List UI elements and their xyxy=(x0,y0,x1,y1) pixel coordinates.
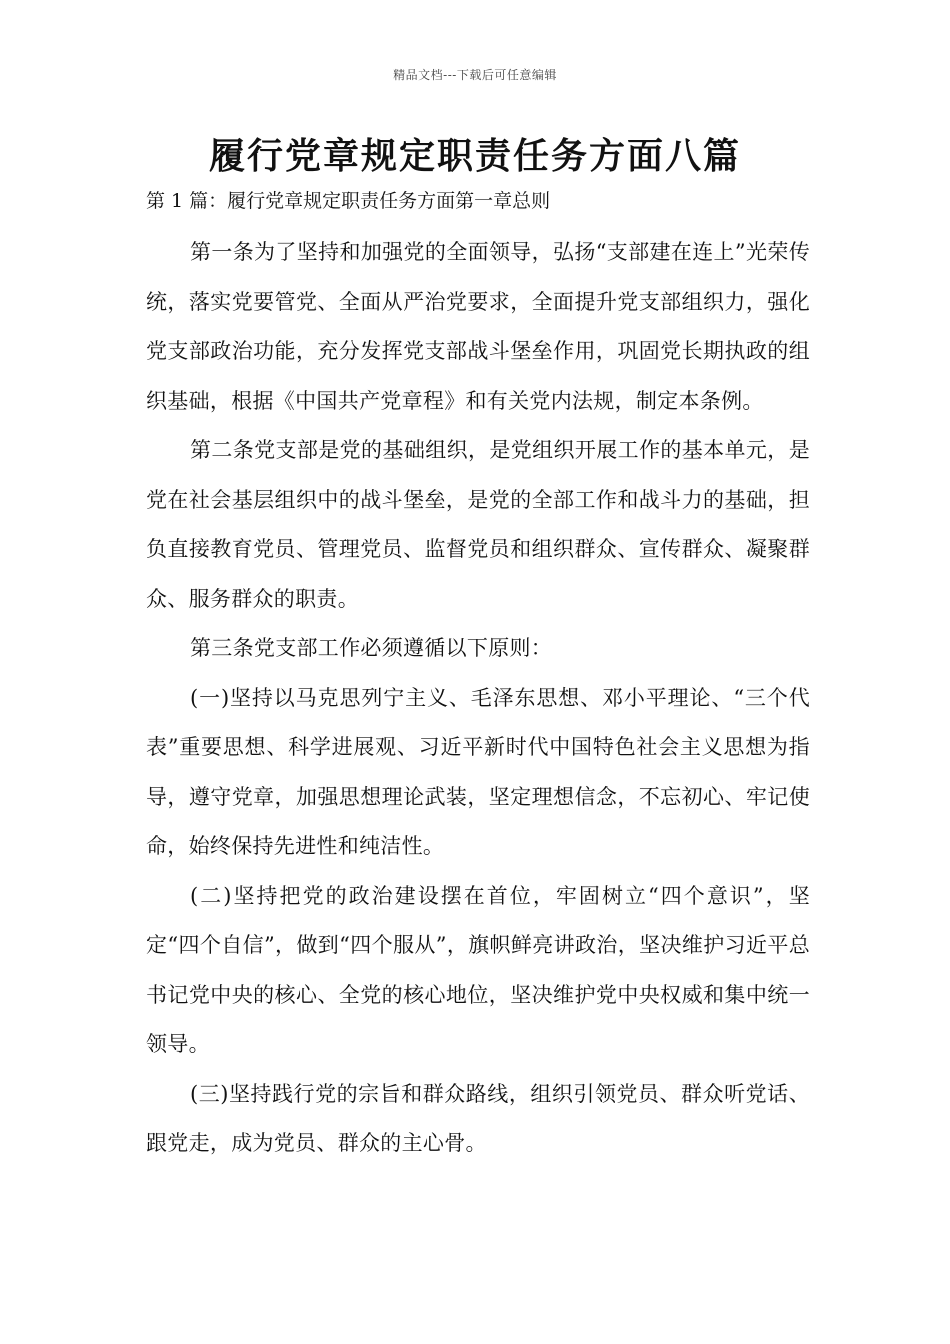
document-body xyxy=(146,228,810,1169)
document-title: 履行党章规定职责任务方面八篇 xyxy=(208,136,741,177)
paragraph-principle-3: (三)坚持践行党的宗旨和群众路线，组织引领党员、群众听党话、跟党走，成为党员、群众的主心骨。 xyxy=(146,1081,810,1155)
paragraph-article-3: 第三条党支部工作必须遵循以下原则： xyxy=(190,636,553,660)
paragraph-principle-1: (一)坚持以马克思列宁主义、毛泽东思想、邓小平理论、“三个代表”重要思想、科学进展观、习近平新时代中国特色社会主义思想为指导，遵守党章，加强思想理论武装，坚定理想信念，不忘初心、牢记使命，始终保持先进性和纯洁性。 xyxy=(146,685,810,858)
paragraph-article-2: 第二条党支部是党的基础组织，是党组织开展工作的基本单元，是党在社会基层组织中的战斗堡垒，是党的全部工作和战斗力的基础，担负直接教育党员、管理党员、监督党员和组织群众、宣传群众、凝聚群众、服务群众的职责。 xyxy=(146,438,810,611)
section-heading: 第 1 篇：履行党章规定职责任务方面第一章总则 xyxy=(146,190,551,212)
paragraph-article-1: 第一条为了坚持和加强党的全面领导，弘扬“支部建在连上”光荣传统，落实党要管党、全面从严治党要求，全面提升党支部组织力，强化党支部政治功能，充分发挥党支部战斗堡垒作用，巩固党长期执政的组织基础，根据《中国共产党章程》和有关党内法规，制定本条例。 xyxy=(146,240,810,413)
header-note: 精品文档---下载后可任意编辑 xyxy=(393,68,557,82)
paragraph-principle-2: (二)坚持把党的政治建设摆在首位，牢固树立“四个意识”，坚定“四个自信”，做到“四个服从”，旗帜鲜亮讲政治，坚决维护习近平总书记党中央的核心、全党的核心地位，坚决维护党中央权威和集中统一领导。 xyxy=(146,883,810,1056)
